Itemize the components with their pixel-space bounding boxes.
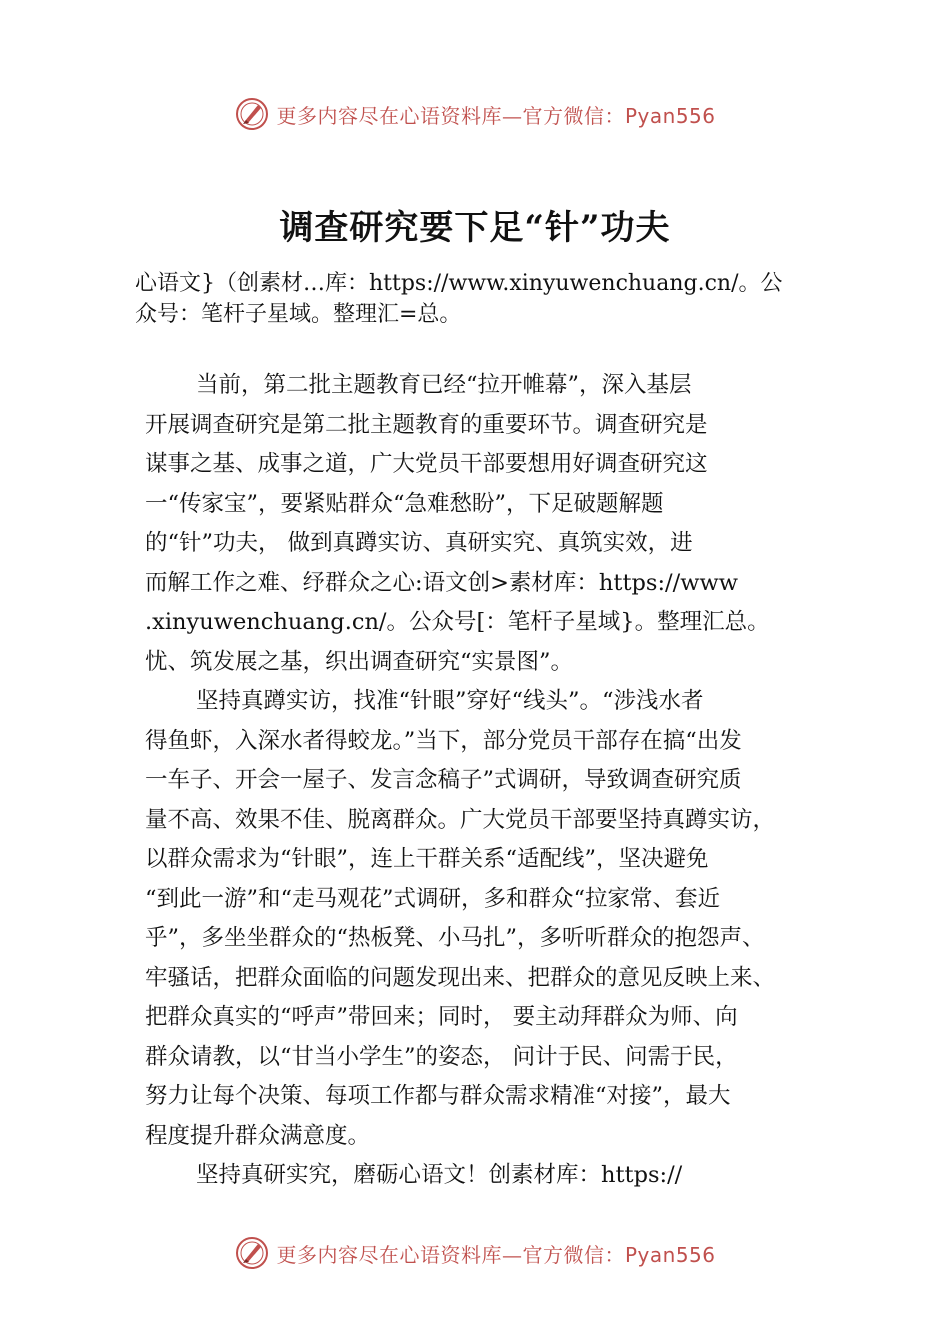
body-line: 程度提升群众满意度。: [145, 1122, 371, 1149]
intro-line: 心语文}（创素材…库：https://www.xinyuwenchuang.cn/。公: [135, 271, 783, 296]
header-banner: [0, 92, 950, 136]
footer-banner-text: [276, 1239, 715, 1268]
body-line: 以群众需求为“针眼”，连上干群关系“适配线”，坚决避免: [145, 846, 709, 872]
body-line: 乎”，多坐坐群众的“热板凳、小马扎”，多听听群众的抱怨声、: [145, 925, 765, 951]
body-line: 的“针”功夫， 做到真蹲实访、真研实究、真筑实效，进: [145, 530, 693, 556]
body-line: 当前，第二批主题教育已经“拉开帷幕”，深入基层: [196, 372, 692, 398]
body-line: 一“传家宝”，要紧贴群众“急难愁盼”，下足破题解题: [145, 490, 664, 517]
body-line: 开展调查研究是第二批主题教育的重要环节。调查研究是: [145, 411, 708, 438]
document-body: [145, 366, 845, 1196]
body-line: 把群众真实的“呼声”带回来；同时， 要主动拜群众为师、向: [145, 1004, 738, 1030]
body-line: 量不高、效果不佳、脱离群众。广大党员干部要坚持真蹲实访，: [145, 806, 776, 833]
body-line: 坚持真研实究，磨砺心语文！创素材库：https://: [196, 1162, 683, 1188]
body-line: 群众请教，以“甘当小学生”的姿态， 问计于民、问需于民，: [145, 1043, 738, 1070]
intro-line: 众号：笔杆子星域。整理汇=总。: [135, 302, 462, 327]
intro-note: [135, 268, 845, 330]
footer-banner-main: 更多内容尽在心语资料库—官方微信：: [276, 1242, 625, 1267]
body-line: “到此一游”和“走马观花”式调研，多和群众“拉家常、套近: [145, 885, 721, 912]
body-line: .xinyuwenchuang.cn/。公众号[：笔杆子星域}。整理汇总。: [145, 609, 770, 635]
body-line: 得鱼虾，入深水者得蛟龙。”当下，部分党员干部存在搞“出发: [145, 727, 742, 754]
pen-nib-logo-icon: [234, 1235, 270, 1271]
body-line: 坚持真蹲实访，找准“针眼”穿好“线头”。“涉浅水者: [196, 688, 704, 714]
header-wechat-id: Pyan556: [624, 103, 716, 128]
body-line: 一车子、开会一屋子、发言念稿子”式调研，导致调查研究质: [145, 767, 742, 793]
body-line: 忧、筑发展之基，织出调查研究“实景图”。: [145, 648, 574, 675]
body-line: 努力让每个决策、每项工作都与群众需求精准“对接”，最大: [145, 1083, 731, 1109]
body-line: 谋事之基、成事之道，广大党员干部要想用好调查研究这: [145, 451, 708, 477]
footer-wechat-id: Pyan556: [624, 1242, 716, 1267]
header-banner-text: [276, 100, 715, 129]
body-line: 牢骚话，把群众面临的问题发现出来、把群众的意见反映上来、: [145, 964, 776, 991]
header-banner-main: 更多内容尽在心语资料库—官方微信：: [276, 103, 625, 128]
footer-banner: [0, 1231, 950, 1275]
body-line: 而解工作之难、纾群众之心:语文创>素材库：https://www: [145, 569, 738, 596]
document-title: 调查研究要下足“针”功夫: [279, 208, 671, 248]
pen-nib-logo-icon: [234, 96, 270, 132]
